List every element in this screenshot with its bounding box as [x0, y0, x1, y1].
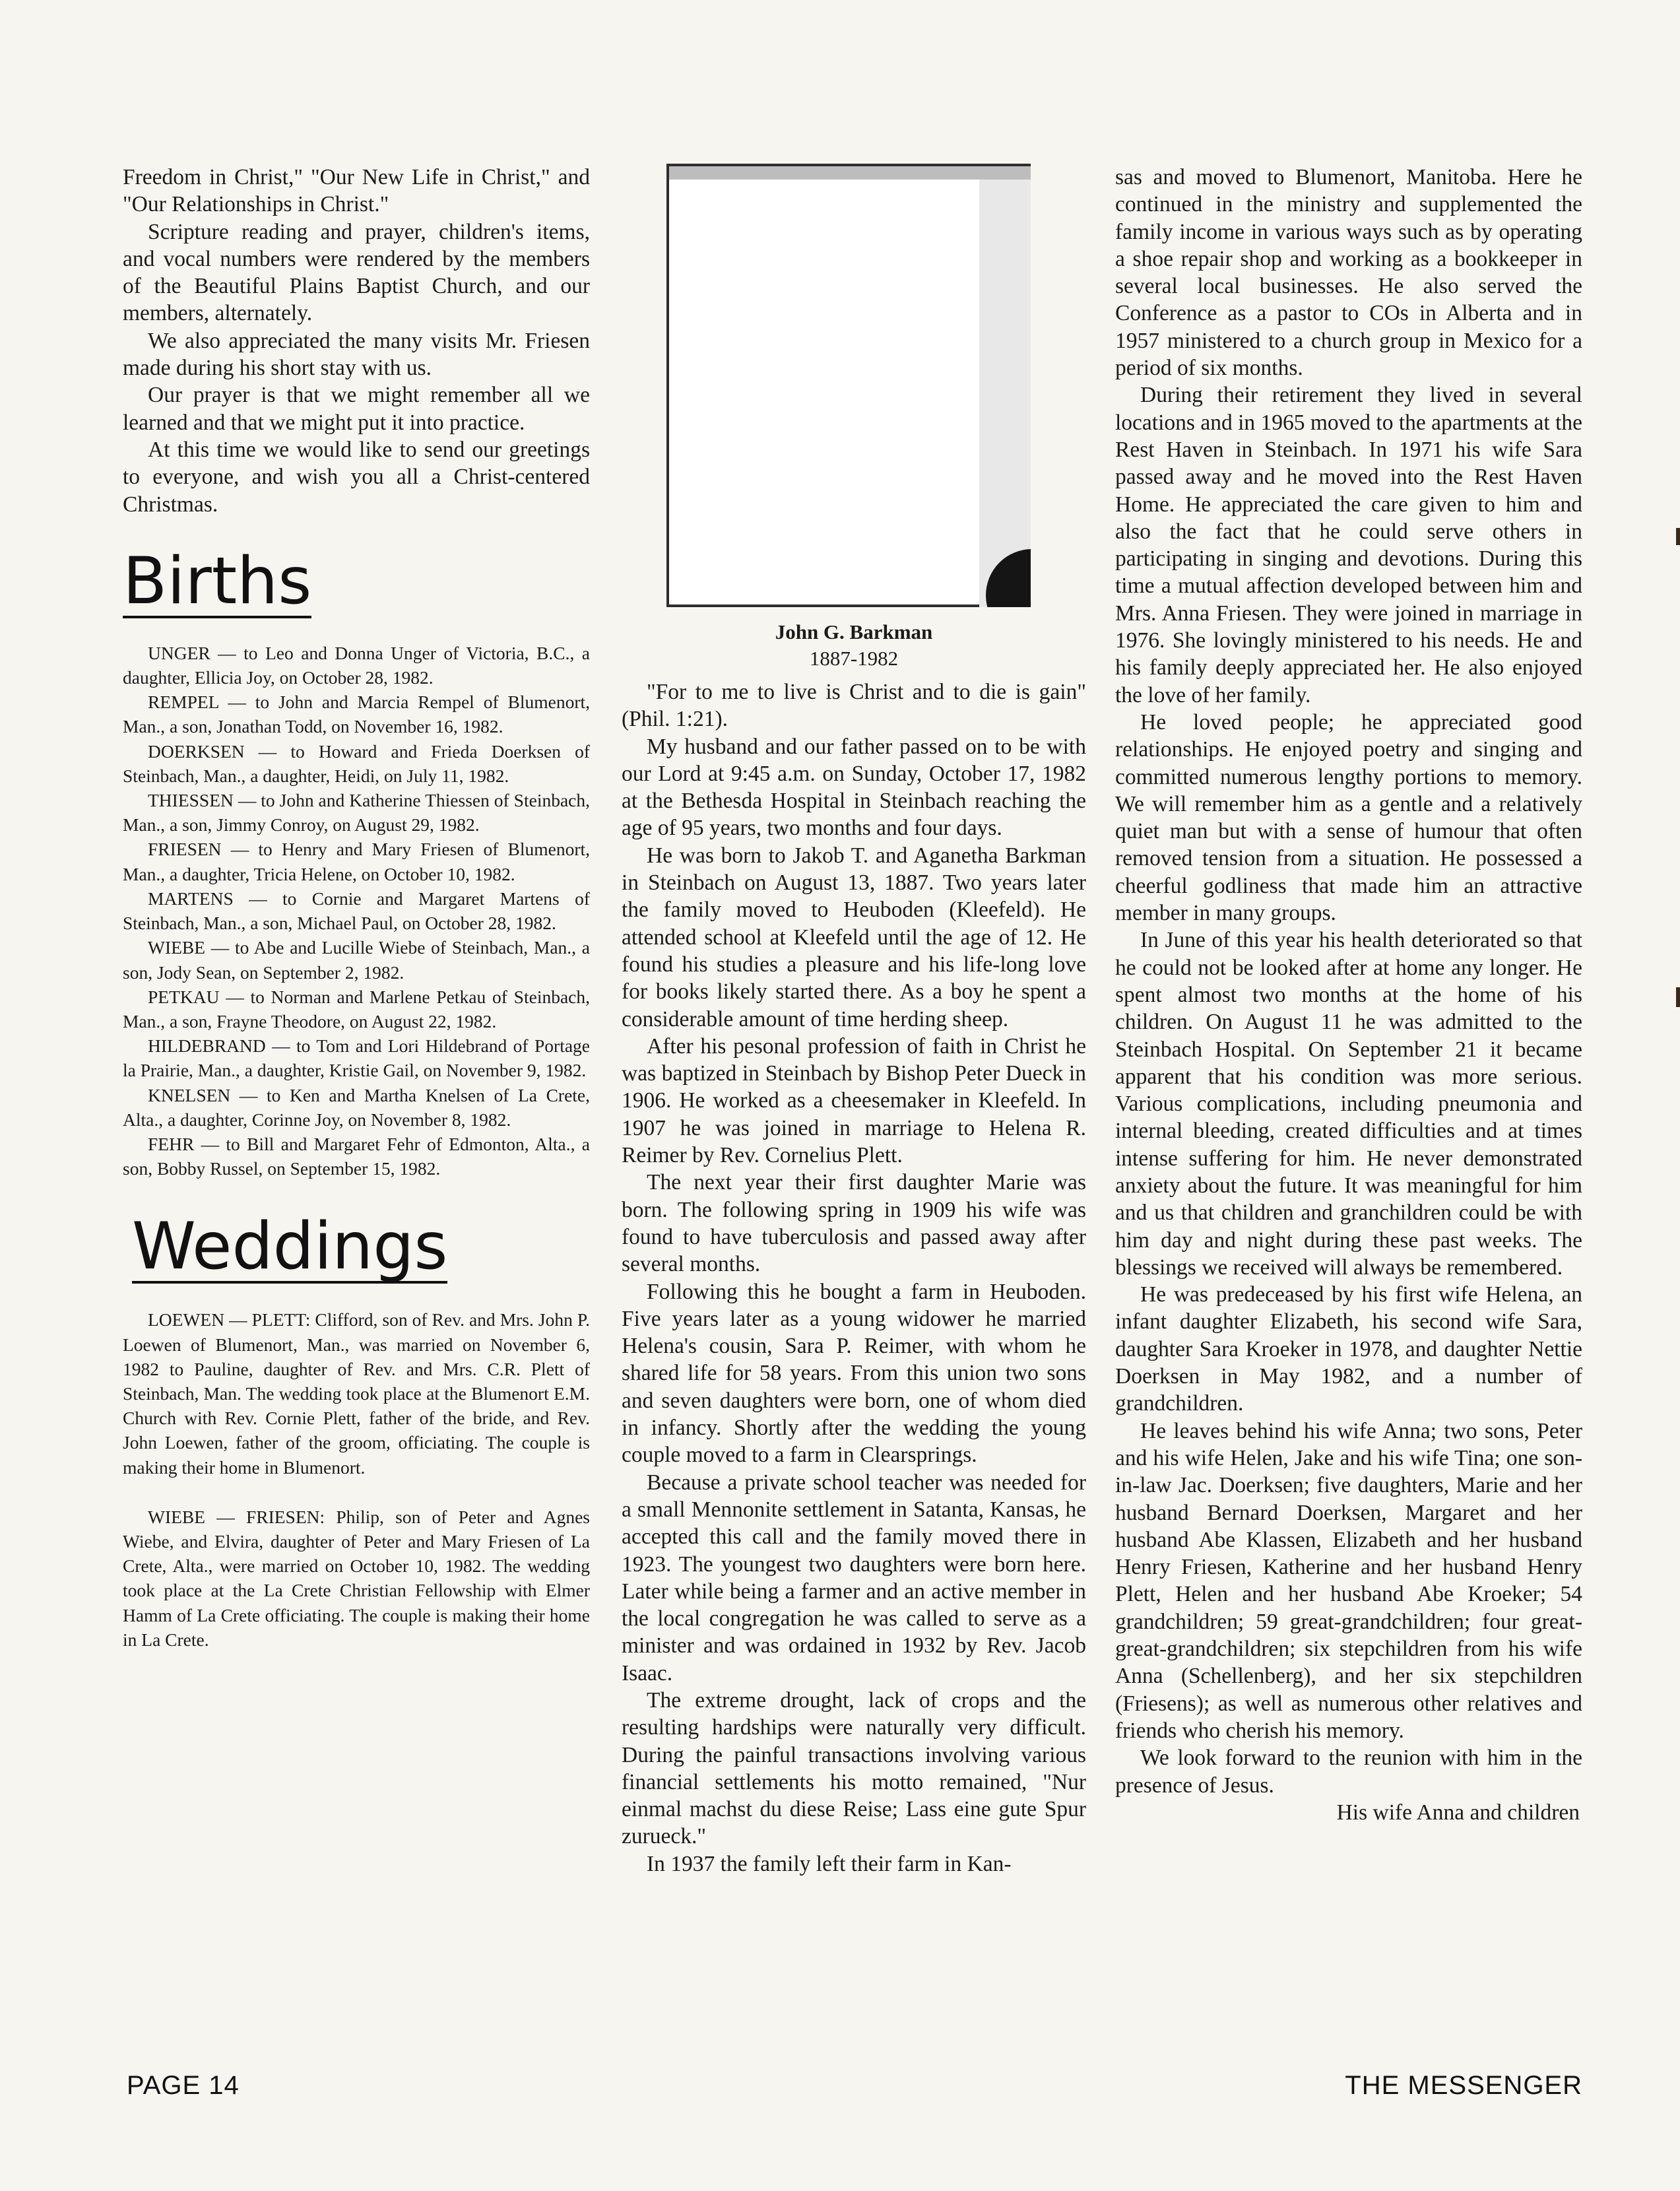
birth-entry: UNGER — to Leo and Donna Unger of Victoria, B.C., a daughter, Ellicia Joy, on October 28, 1982. — [123, 642, 590, 688]
obituary-paragraph: sas and moved to Blumenort, Manitoba. Here he continued in the ministry and supplemented the family income in various ways such as by operating a shoe repair shop and working as a bookkeeper in several local businesses. He also served the Conference as a pastor to COs in Alberta and in 1957 ministered to a church group in Mexico for a period of six months. — [1115, 165, 1582, 381]
obituary-paragraph: He was born to Jakob T. and Aganetha Barkman in Steinbach on August 13, 1887. Two years later the family moved to Heuboden (Kleefeld). He attended school at Kleefeld until the age of 12. He found his studies a pleasure and his life-long love for books likely started there. As a boy he spent a considerable amount of time herding sheep. — [622, 843, 1086, 1031]
obituary-paragraph: He was predeceased by his first wife Helena, an infant daughter Elizabeth, his second wife Sara, daughter Sara Kroeker in 1978, and daughter Nettie Doerksen in May 1982, and a number of grandchildren. — [1115, 1282, 1582, 1416]
weddings-heading: Weddings — [132, 1209, 448, 1285]
obituary-paragraph: "For to me to live is Christ and to die is gain" (Phil. 1:21). — [622, 680, 1086, 732]
obituary-paragraph: Following this he bought a farm in Heuboden. Five years later as a young widower he married Helena's cousin, Sara P. Reimer, with whom he shared life for 58 years. From this union two sons and seven daughters were born, one of whom died in infancy. Shortly after the wedding the young couple moved to a farm in Clearsprings. — [622, 1279, 1086, 1468]
birth-entry: FEHR — to Bill and Margaret Fehr of Edmonton, Alta., a son, Bobby Russel, on September 15, 1982. — [123, 1133, 590, 1179]
weddings-list — [123, 1307, 590, 1652]
photo-caption-years: 1887-1982 — [809, 647, 899, 670]
birth-entry: PETKAU — to Norman and Marlene Petkau of Steinbach, Man., a son, Frayne Theodore, on August 22, 1982. — [123, 986, 590, 1031]
obituary-paragraph: My husband and our father passed on to be with our Lord at 9:45 a.m. on Sunday, October 17, 1982 at the Bethesda Hospital in Steinbach reaching the age of 95 years, two months and four days. — [622, 734, 1086, 841]
obituary-paragraph: In 1937 the family left their farm in Kan- — [647, 1851, 1012, 1876]
publication-name: THE MESSENGER — [1345, 2071, 1582, 2100]
middle-column — [622, 164, 1086, 1878]
photo-background — [979, 180, 1031, 607]
scan-mark — [1676, 987, 1680, 1007]
signoff: His wife Anna and children — [1336, 1800, 1580, 1825]
obituary-paragraph: He loved people; he appreciated good relationships. He enjoyed poetry and singing and committed numerous lengthy portions to memory. We will remember him as a gentle and a relatively quiet man but with a sense of humour that often removed tension from a situation. He possessed a cheerful godliness that made him an attractive member in many groups. — [1115, 709, 1582, 926]
obituary-paragraph: Because a private school teacher was needed for a small Mennonite settlement in Satanta, Kansas, he accepted this call and the family moved there in 1923. The youngest two daughters were born here. Later while being a farmer and an active member in the local congregation he was called to serve as a minister and was ordained in 1932 by Rev. Jacob Isaac. — [622, 1470, 1086, 1685]
photo-caption-name: John G. Barkman — [775, 620, 933, 643]
right-column — [1115, 164, 1582, 1826]
births-list — [123, 641, 590, 1181]
birth-entry: DOERKSEN — to Howard and Frieda Doerksen of Steinbach, Man., a daughter, Heidi, on July 11, 1982. — [123, 740, 590, 786]
obituary-paragraph: After his pesonal profession of faith in Christ he was baptized in Steinbach by Bishop Peter Dueck in 1906. He worked as a cheesemaker in Kleefeld. In 1907 he was joined in marriage to Helena R. Reimer by Rev. Cornelius Plett. — [622, 1033, 1086, 1168]
scan-mark — [1676, 528, 1680, 545]
obituary-paragraph: The next year their first daughter Marie was born. The following spring in 1909 his wife was found to have tuberculosis and passed away after several months. — [622, 1170, 1086, 1277]
intro-paragraph: Our prayer is that we might remember all we learned and that we might put it into practice. — [123, 383, 590, 435]
birth-entry: KNELSEN — to Ken and Martha Knelsen of La Crete, Alta., a daughter, Corinne Joy, on November 8, 1982. — [123, 1084, 590, 1130]
portrait-photo — [666, 164, 1031, 607]
obituary-paragraph: In June of this year his health deteriorated so that he could not be looked after at home any longer. He spent almost two months at the home of his children. On August 11 he was admitted to the Steinbach Hospital. On September 21 it became apparent that his condition was more serious. Various complications, including pneumonia and internal bleeding, created difficulties and at times intense suffering for him. He never demonstrated anxiety about the future. It was meaningful for him and us that children and granchildren could be with him day and night during these past weeks. The blessings we received will always be remembered. — [1115, 928, 1582, 1280]
obituary-paragraph: The extreme drought, lack of crops and the resulting hardships were naturally very difficult. During the painful transactions involving various financial settlements his motto remained, "Nur einmal machst du diese Reise; Lass eine gute Spur zurueck." — [622, 1687, 1086, 1849]
obituary-paragraph: We look forward to the reunion with him in the presence of Jesus. — [1115, 1746, 1582, 1798]
spacer — [123, 1480, 590, 1505]
intro-paragraph: We also appreciated the many visits Mr. Friesen made during his short stay with us. — [123, 328, 590, 381]
intro-paragraph: At this time we would like to send our greetings to everyone, and wish you all a Christ-centered Christmas. — [123, 437, 590, 517]
birth-entry: FRIESEN — to Henry and Mary Friesen of Blumenort, Man., a daughter, Tricia Helene, on October 10, 1982. — [123, 839, 590, 884]
wedding-entry: LOEWEN — PLETT: Clifford, son of Rev. and Mrs. John P. Loewen of Blumenort, Man., was married on November 6, 1982 to Pauline, daughter of Rev. and Mrs. C.R. Plett of Steinbach, Man. The wedding took place at the Blumenort E.M. Church with Rev. Cornie Plett, father of the bride, and Rev. John Loewen, father of the groom, officiating. The couple is making their home in Blumenort. — [123, 1309, 590, 1478]
obituary-paragraph: He leaves behind his wife Anna; two sons, Peter and his wife Helen, Jake and his wife Tina; one son-in-law Jac. Doerksen; five daughters, Marie and her husband Bernard Doerksen, Margaret and her husband Abe Klassen, Elizabeth and her husband Henry Friesen, Katherine and her husband Henry Plett, Helen and her husband Abe Kroeker; 54 grandchildren; 59 great-grandchildren; four great-great-grandchildren; six stepchildren from his wife Anna (Schellenberg), and her six stepchildren (Friesens); as well as numerous other relatives and friends who cherish his memory. — [1115, 1418, 1582, 1743]
birth-entry: THIESSEN — to John and Katherine Thiessen of Steinbach, Man., a son, Jimmy Conroy, on August 29, 1982. — [123, 790, 590, 835]
birth-entry: WIEBE — to Abe and Lucille Wiebe of Steinbach, Man., a son, Jody Sean, on September 2, 1982. — [123, 937, 590, 983]
obituary-paragraph: During their retirement they lived in several locations and in 1965 moved to the apartments at the Rest Haven in Steinbach. In 1971 his wife Sara passed away and he moved into the Rest Haven Home. He appreciated the care given to him and also the fact that he could serve others in participating in singing and devotions. During this time a mutual affection developed between him and Mrs. Anna Friesen. They were joined in marriage in 1976. She lovingly ministered to his needs. He and his family deeply appreciated her. He also enjoyed the love of her family. — [1115, 383, 1582, 707]
photo-shading — [669, 166, 1031, 181]
intro-paragraph: Freedom in Christ," "Our New Life in Christ," and "Our Relationships in Christ." — [123, 165, 590, 217]
page-number: PAGE 14 — [127, 2071, 240, 2100]
photo-blank-area — [669, 180, 979, 605]
left-column — [123, 164, 590, 1652]
birth-entry: REMPEL — to John and Marcia Rempel of Blumenort, Man., a son, Jonathan Todd, on November 16, 1982. — [123, 692, 590, 737]
intro-paragraph: Scripture reading and prayer, children's items, and vocal numbers were rendered by the members of the Beautiful Plains Baptist Church, and our members, alternately. — [123, 219, 590, 326]
births-heading: Births — [123, 543, 312, 619]
wedding-entry: WIEBE — FRIESEN: Philip, son of Peter and Agnes Wiebe, and Elvira, daughter of Peter and Mary Friesen of La Crete, Alta., were married on October 10, 1982. The wedding took place at the La Crete Christian Fellowship with Elmer Hamm of La Crete officiating. The couple is making their home in La Crete. — [123, 1506, 590, 1650]
birth-entry: MARTENS — to Cornie and Margaret Martens of Steinbach, Man., a son, Michael Paul, on October 28, 1982. — [123, 888, 590, 934]
birth-entry: HILDEBRAND — to Tom and Lori Hildebrand of Portage la Prairie, Man., a daughter, Kristie Gail, on November 9, 1982. — [123, 1035, 590, 1081]
